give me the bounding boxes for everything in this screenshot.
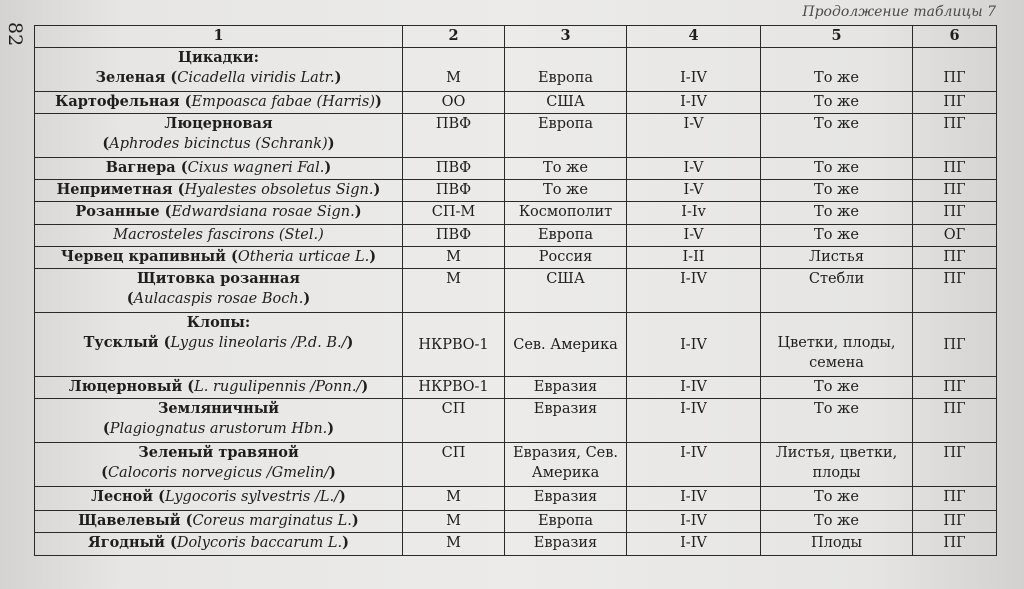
species-line: Розанные (Edwardsiana rosae Sign.) [75, 203, 362, 220]
table-row [35, 533, 997, 556]
species-line [39, 269, 398, 309]
latin-name: Calocoris norvegicus /Gmelin/ [107, 465, 330, 481]
common-name: Щавелевый [78, 512, 181, 529]
header-cell: 4 [627, 26, 761, 48]
species-line: Тусклый (Lygus lineolaris /P.d. B./) [83, 334, 354, 351]
c3-cell: Европа [505, 48, 627, 92]
name-cell [35, 114, 403, 158]
latin-name: Hyalestes obsoletus Sign. [184, 182, 374, 198]
header-cell: 2 [403, 26, 505, 48]
c3-cell: Космополит [505, 202, 627, 225]
table-row [35, 313, 997, 377]
c4-cell: I-V [627, 158, 761, 180]
name-cell [35, 377, 403, 399]
c5-cell: То же [761, 225, 913, 247]
c2-cell: М [403, 269, 505, 313]
group-heading: Клопы: [186, 314, 251, 331]
table-row [35, 158, 997, 180]
latin-name: Lygocoris sylvestris /L./ [164, 489, 339, 505]
c3-cell: США [505, 92, 627, 114]
c2-cell: СП [403, 399, 505, 443]
c2-cell: СП [403, 443, 505, 487]
c4-cell: I-IV [627, 269, 761, 313]
name-cell [35, 487, 403, 511]
species-line: Червец крапивный (Otheria urticae L.) [60, 248, 377, 265]
c6-cell: ПГ [913, 92, 997, 114]
table-body [35, 48, 997, 556]
c5-cell: То же [761, 202, 913, 225]
c4-cell: I-IV [627, 313, 761, 377]
species-line: Зеленая (Cicadella viridis Latr.) [95, 69, 342, 86]
latin-name: Dolycoris baccarum L. [176, 535, 343, 551]
c4-cell: I-II [627, 247, 761, 269]
table-row [35, 114, 997, 158]
c5-cell: Листья [761, 247, 913, 269]
name-cell [35, 180, 403, 202]
c3-cell: Европа [505, 114, 627, 158]
c6-cell: ПГ [913, 48, 997, 92]
c4-cell: I-Iv [627, 202, 761, 225]
common-name: Земляничный [157, 400, 280, 417]
latin-name: Empoasca fabae (Harris) [191, 94, 375, 110]
c4-cell: I-IV [627, 377, 761, 399]
header-cell: 6 [913, 26, 997, 48]
c4-cell: I-V [627, 180, 761, 202]
name-cell [35, 399, 403, 443]
latin-name: Edwardsiana rosae Sign. [171, 204, 355, 220]
latin-name: Aphrodes bicinctus (Schrank) [109, 136, 328, 152]
common-name: Неприметная [56, 181, 173, 198]
c3-cell: Евразия [505, 533, 627, 556]
common-name: Люцерновый [68, 378, 183, 395]
c4-cell: I-IV [627, 399, 761, 443]
c6-cell: ПГ [913, 158, 997, 180]
name-cell [35, 158, 403, 180]
latin-line: (Plagiognatus arustorum Hbn.) [102, 420, 335, 437]
c3-cell: Евразия, Сев. Америка [505, 443, 627, 487]
name-cell [35, 48, 403, 92]
species-line: Ягодный (Dolycoris baccarum L.) [87, 534, 350, 551]
c4-cell: I-V [627, 225, 761, 247]
c3-cell: США [505, 269, 627, 313]
name-cell [35, 511, 403, 533]
common-name: Зеленая [95, 69, 166, 86]
c6-cell: ПГ [913, 313, 997, 377]
c4-cell: I-IV [627, 487, 761, 511]
name-cell [35, 313, 403, 377]
table-row [35, 92, 997, 114]
c6-cell: ПГ [913, 443, 997, 487]
c5-cell: То же [761, 487, 913, 511]
table-row [35, 180, 997, 202]
latin-line: (Aulacaspis rosae Boch.) [126, 290, 311, 307]
c6-cell: ПГ [913, 269, 997, 313]
c4-cell: I-IV [627, 511, 761, 533]
c5-cell: То же [761, 180, 913, 202]
name-cell [35, 533, 403, 556]
c2-cell: ПВФ [403, 225, 505, 247]
c4-cell: I-V [627, 114, 761, 158]
c5-cell: То же [761, 114, 913, 158]
name-cell [35, 202, 403, 225]
common-name: Люцерновая [164, 115, 273, 132]
species-line: Вагнера (Cixus wagneri Fal.) [105, 159, 332, 176]
table-row [35, 269, 997, 313]
page-number: 82 [4, 22, 26, 47]
species-line: Люцерновый (L. rugulipennis /Ponn./) [68, 378, 369, 395]
table-row [35, 511, 997, 533]
c5-cell: То же [761, 399, 913, 443]
pest-table [34, 25, 997, 556]
c2-cell: ОО [403, 92, 505, 114]
species-line: Картофельная (Empoasca fabae (Harris)) [55, 93, 382, 110]
common-name: Щитовка розанная [137, 270, 300, 287]
common-name: Ягодный [87, 534, 165, 551]
c3-cell: То же [505, 180, 627, 202]
table-caption: Продолжение таблицы 7 [802, 4, 996, 20]
c4-cell: I-IV [627, 533, 761, 556]
header-cell: 5 [761, 26, 913, 48]
latin-name: L. rugulipennis /Ponn./ [194, 379, 362, 395]
c3-cell: То же [505, 158, 627, 180]
latin-name: Coreus marginatus L. [192, 513, 352, 529]
latin-name: Otheria urticae L. [237, 249, 370, 265]
c2-cell: ПВФ [403, 180, 505, 202]
c6-cell: ПГ [913, 377, 997, 399]
species-line: Лесной (Lygocoris sylvestris /L./) [91, 488, 346, 505]
table-row [35, 48, 997, 92]
header-row [35, 26, 997, 48]
latin-name: Aulacaspis rosae Boch. [133, 291, 304, 307]
c4-cell: I-IV [627, 443, 761, 487]
common-name: Тусклый [83, 334, 159, 351]
c2-cell: СП-М [403, 202, 505, 225]
c3-cell: Россия [505, 247, 627, 269]
c5-cell: То же [761, 377, 913, 399]
species-line [39, 114, 398, 154]
name-cell [35, 269, 403, 313]
c6-cell: ПГ [913, 399, 997, 443]
latin-name: Plagiognatus arustorum Hbn. [109, 421, 328, 437]
c5-cell: Стебли [761, 269, 913, 313]
latin-name: Lygus lineolaris /P.d. B./ [170, 335, 347, 351]
c2-cell: М [403, 487, 505, 511]
species-line [39, 443, 398, 483]
table-row [35, 247, 997, 269]
common-name: Вагнера [105, 159, 176, 176]
species-line: Неприметная (Hyalestes obsoletus Sign.) [56, 181, 381, 198]
table-row [35, 225, 997, 247]
c3-cell: Сев. Америка [505, 313, 627, 377]
latin-name: Cixus wagneri Fal. [187, 160, 325, 176]
c2-cell: М [403, 247, 505, 269]
table-row [35, 377, 997, 399]
c5-cell: Плоды [761, 533, 913, 556]
common-name: Червец крапивный [60, 248, 226, 265]
latin-name: Cicadella viridis Latr. [177, 70, 335, 86]
latin-name: Macrosteles fascirons (Stel.) [113, 227, 324, 243]
common-name: Зеленый травяной [138, 444, 299, 461]
c2-cell: НКРВО-1 [403, 313, 505, 377]
c5-cell: Листья, цветки, плоды [761, 443, 913, 487]
c5-cell: То же [761, 511, 913, 533]
c4-cell: I-IV [627, 48, 761, 92]
c3-cell: Евразия [505, 377, 627, 399]
c6-cell: ОГ [913, 225, 997, 247]
c2-cell: ПВФ [403, 114, 505, 158]
c6-cell: ПГ [913, 247, 997, 269]
c2-cell: М [403, 533, 505, 556]
c4-cell: I-IV [627, 92, 761, 114]
header-cell: 3 [505, 26, 627, 48]
c6-cell: ПГ [913, 202, 997, 225]
c5-cell: То же [761, 158, 913, 180]
common-name: Картофельная [55, 93, 180, 110]
c6-cell: ПГ [913, 511, 997, 533]
c2-cell: М [403, 511, 505, 533]
c3-cell: Евразия [505, 487, 627, 511]
name-cell [35, 443, 403, 487]
c6-cell: ПГ [913, 533, 997, 556]
c2-cell: НКРВО-1 [403, 377, 505, 399]
c6-cell: ПГ [913, 487, 997, 511]
name-cell [35, 247, 403, 269]
table-row [35, 399, 997, 443]
table-row [35, 487, 997, 511]
name-cell [35, 92, 403, 114]
c3-cell: Европа [505, 511, 627, 533]
group-heading: Цикадки: [178, 49, 259, 66]
header-cell: 1 [35, 26, 403, 48]
c6-cell: ПГ [913, 114, 997, 158]
common-name: Лесной [91, 488, 154, 505]
species-line [39, 225, 398, 245]
c2-cell: М [403, 48, 505, 92]
c5-cell: Цветки, плоды, семена [761, 313, 913, 377]
c5-cell: То же [761, 48, 913, 92]
species-line [39, 399, 398, 439]
c3-cell: Евразия [505, 399, 627, 443]
table-row [35, 202, 997, 225]
c2-cell: ПВФ [403, 158, 505, 180]
name-cell [35, 225, 403, 247]
c5-cell: То же [761, 92, 913, 114]
table-row [35, 443, 997, 487]
species-line: Щавелевый (Coreus marginatus L.) [78, 512, 359, 529]
c6-cell: ПГ [913, 180, 997, 202]
c3-cell: Европа [505, 225, 627, 247]
latin-line: (Aphrodes bicinctus (Schrank)) [102, 135, 335, 152]
latin-line: (Calocoris norvegicus /Gmelin/) [101, 464, 336, 481]
common-name: Розанные [75, 203, 160, 220]
